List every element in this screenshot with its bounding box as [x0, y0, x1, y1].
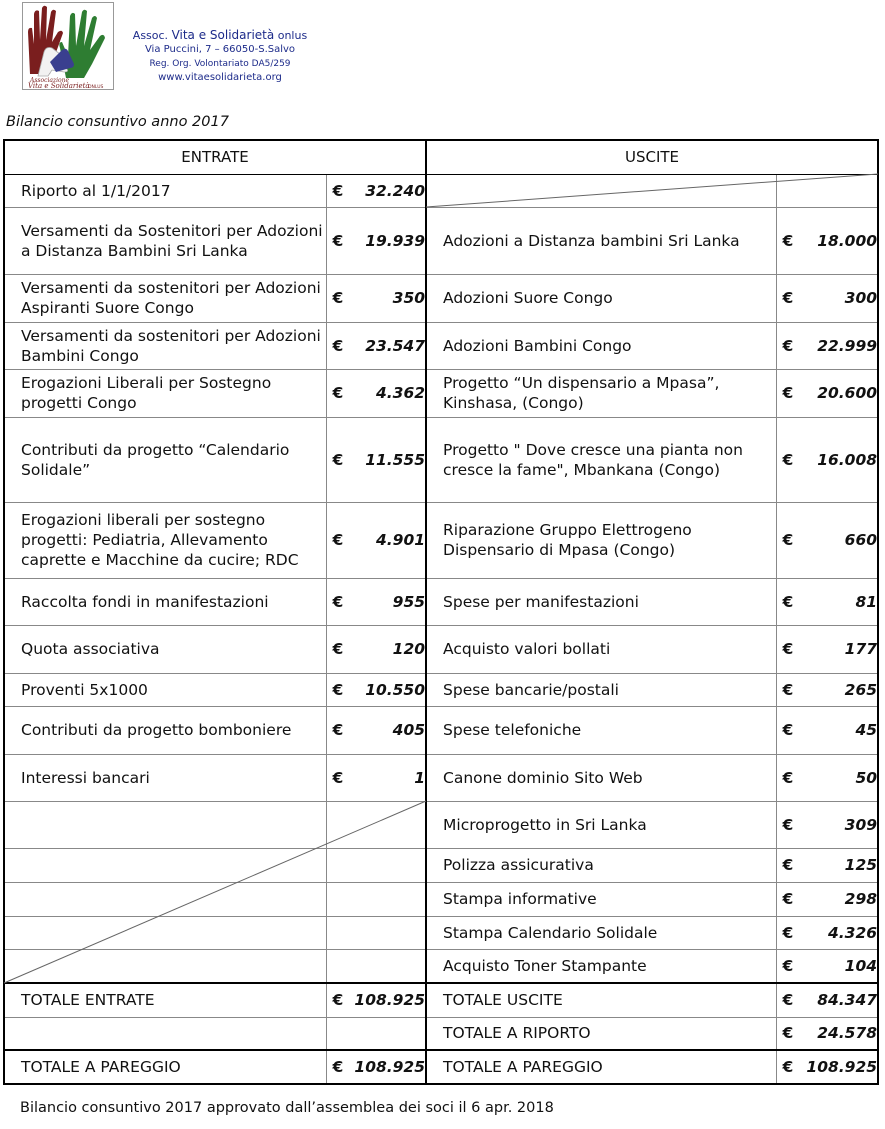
- total-income-amount: 108.925: [354, 1058, 426, 1076]
- expense-amount: 309: [844, 815, 878, 834]
- org-website: www.vitaesolidarieta.org: [158, 72, 282, 83]
- expense-label: Progetto “Un dispensario a Mpasa”, Kinshasa, (Congo): [426, 369, 776, 417]
- balance-row: [4, 274, 878, 322]
- expense-label: Stampa Calendario Solidale: [426, 916, 776, 949]
- expense-amount: 177: [844, 640, 878, 658]
- euro-sign: €: [782, 1024, 794, 1043]
- income-label: Proventi 5x1000: [4, 673, 326, 706]
- income-label: [4, 801, 326, 848]
- euro-sign: €: [782, 1058, 794, 1076]
- income-label: Erogazioni Liberali per Sostegno progetti Congo: [4, 369, 326, 417]
- income-label: [4, 848, 326, 882]
- expense-label: Acquisto Toner Stampante: [426, 949, 776, 983]
- euro-sign: €: [332, 289, 344, 307]
- logo-text-2: Vita e Solidarietà: [28, 82, 90, 90]
- income-amount: 1: [414, 768, 426, 787]
- org-header: [22, 2, 322, 92]
- euro-sign: €: [332, 181, 344, 200]
- expense-amount: 22.999: [817, 336, 878, 355]
- income-label: Contributi da progetto bomboniere: [4, 706, 326, 754]
- euro-sign: €: [332, 384, 344, 402]
- income-amount: 405: [392, 721, 426, 739]
- euro-sign: €: [782, 231, 794, 250]
- income-amount: 10.550: [365, 680, 426, 699]
- balance-row: [4, 801, 878, 848]
- euro-sign: €: [782, 289, 794, 307]
- balance-row: [4, 369, 878, 417]
- expense-label: Adozioni a Distanza bambini Sri Lanka: [426, 207, 776, 274]
- income-label: Erogazioni liberali per sostegno progetti: Pediatria, Allevamento caprette e Macchine da cucire; RDC: [4, 502, 326, 578]
- expense-amount: 660: [844, 531, 878, 549]
- logo-text-1: Associazione: [30, 77, 70, 84]
- income-label: Versamenti da sostenitori per Adozioni Aspiranti Suore Congo: [4, 274, 326, 322]
- total-income-label: [4, 1017, 326, 1050]
- euro-sign: €: [782, 991, 794, 1010]
- balance-row: [4, 949, 878, 983]
- expense-label: Spese telefoniche: [426, 706, 776, 754]
- euro-sign: €: [782, 680, 794, 699]
- income-amount: 955: [392, 592, 426, 611]
- euro-sign: €: [332, 768, 344, 787]
- income-label: [4, 882, 326, 916]
- org-prefix: Assoc.: [132, 29, 169, 42]
- euro-sign: €: [782, 923, 794, 942]
- balance-table: [3, 139, 879, 1085]
- balance-row: [4, 578, 878, 625]
- expense-amount: 50: [855, 768, 878, 787]
- income-label: Versamenti da sostenitori per Adozioni Bambini Congo: [4, 322, 326, 369]
- balance-row: [4, 673, 878, 706]
- balance-row: [4, 174, 878, 207]
- expense-label: Acquisto valori bollati: [426, 625, 776, 673]
- euro-sign: €: [782, 721, 794, 739]
- euro-sign: €: [782, 815, 794, 834]
- income-amount-empty: [326, 848, 426, 882]
- expense-amount-empty: [776, 174, 878, 207]
- income-label: Quota associativa: [4, 625, 326, 673]
- org-name: Vita e Solidarietà: [171, 28, 275, 42]
- income-header: ENTRATE: [4, 140, 426, 174]
- expense-amount: 81: [855, 592, 878, 611]
- balance-row: [4, 417, 878, 502]
- euro-sign: €: [782, 640, 794, 658]
- income-amount: 32.240: [365, 181, 426, 200]
- total-expense-label: TOTALE A PAREGGIO: [426, 1050, 776, 1084]
- euro-sign: €: [332, 640, 344, 658]
- expense-amount: 4.326: [828, 923, 878, 942]
- euro-sign: €: [332, 531, 344, 549]
- income-amount: 4.901: [375, 531, 426, 549]
- income-amount-empty: [326, 801, 426, 848]
- expense-label: Adozioni Suore Congo: [426, 274, 776, 322]
- logo-text-3: ONLUS: [88, 85, 104, 90]
- total-expense-label: TOTALE USCITE: [426, 983, 776, 1017]
- expense-amount: 125: [844, 856, 878, 874]
- income-amount-empty: [326, 882, 426, 916]
- total-expense-amount: 84.347: [817, 991, 878, 1010]
- euro-sign: €: [782, 592, 794, 611]
- balance-row: [4, 706, 878, 754]
- total-row: [4, 1017, 878, 1050]
- euro-sign: €: [332, 592, 344, 611]
- income-label: [4, 916, 326, 949]
- euro-sign: €: [782, 956, 794, 975]
- euro-sign: €: [332, 336, 344, 355]
- income-label: Raccolta fondi in manifestazioni: [4, 578, 326, 625]
- document-title: Bilancio consuntivo anno 2017: [6, 114, 229, 130]
- expense-amount: 18.000: [817, 231, 878, 250]
- income-amount-empty: [326, 949, 426, 983]
- expense-label: Canone dominio Sito Web: [426, 754, 776, 801]
- income-amount: 11.555: [365, 450, 426, 469]
- expense-amount: 16.008: [817, 450, 878, 469]
- expense-amount: 45: [855, 721, 878, 739]
- total-expense-label: TOTALE A RIPORTO: [426, 1017, 776, 1050]
- expense-label: Spese per manifestazioni: [426, 578, 776, 625]
- euro-sign: €: [782, 890, 794, 908]
- income-amount: 19.939: [365, 231, 426, 250]
- hands-logo: [22, 2, 114, 90]
- expense-label: Progetto " Dove cresce una pianta non cresce la fame", Mbankana (Congo): [426, 417, 776, 502]
- balance-row: [4, 322, 878, 369]
- expense-label: Polizza assicurativa: [426, 848, 776, 882]
- org-suffix: onlus: [277, 29, 308, 42]
- expense-amount: 300: [844, 289, 878, 307]
- total-income-label: TOTALE ENTRATE: [4, 983, 326, 1017]
- income-label: Riporto al 1/1/2017: [4, 174, 326, 207]
- euro-sign: €: [782, 336, 794, 355]
- euro-sign: €: [332, 1058, 344, 1076]
- header-row: [4, 140, 878, 174]
- total-row: [4, 1050, 878, 1084]
- income-amount: 23.547: [365, 336, 426, 355]
- org-info: [120, 28, 320, 85]
- total-income-amount: 108.925: [354, 991, 426, 1010]
- balance-row: [4, 754, 878, 801]
- income-amount: 4.362: [375, 384, 426, 402]
- euro-sign: €: [782, 450, 794, 469]
- expense-label: Stampa informative: [426, 882, 776, 916]
- org-address: Via Puccini, 7 – 66050-S.Salvo: [144, 44, 296, 55]
- euro-sign: €: [332, 991, 344, 1010]
- euro-sign: €: [332, 680, 344, 699]
- income-label: Interessi bancari: [4, 754, 326, 801]
- expense-amount: 20.600: [817, 384, 878, 402]
- income-amount-empty: [326, 916, 426, 949]
- balance-row: [4, 916, 878, 949]
- total-expense-amount: 108.925: [806, 1058, 878, 1076]
- total-income-empty: [326, 1017, 426, 1050]
- balance-row: [4, 882, 878, 916]
- org-registry: Reg. Org. Volontariato DA5/259: [149, 59, 291, 69]
- balance-row: [4, 207, 878, 274]
- euro-sign: €: [782, 531, 794, 549]
- euro-sign: €: [782, 768, 794, 787]
- euro-sign: €: [332, 450, 344, 469]
- expense-amount: 298: [844, 890, 878, 908]
- balance-row: [4, 502, 878, 578]
- expense-label: Adozioni Bambini Congo: [426, 322, 776, 369]
- euro-sign: €: [332, 231, 344, 250]
- income-label: Contributi da progetto “Calendario Solidale”: [4, 417, 326, 502]
- expense-label: Spese bancarie/postali: [426, 673, 776, 706]
- euro-sign: €: [782, 856, 794, 874]
- income-amount: 120: [392, 640, 426, 658]
- balance-row: [4, 625, 878, 673]
- expense-label: [426, 174, 776, 207]
- expense-amount: 104: [844, 956, 878, 975]
- expenses-header: USCITE: [426, 140, 878, 174]
- expense-label: Microprogetto in Sri Lanka: [426, 801, 776, 848]
- euro-sign: €: [782, 384, 794, 402]
- total-income-label: TOTALE A PAREGGIO: [4, 1050, 326, 1084]
- expense-label: Riparazione Gruppo Elettrogeno Dispensario di Mpasa (Congo): [426, 502, 776, 578]
- income-label: [4, 949, 326, 983]
- income-label: Versamenti da Sostenitori per Adozioni a Distanza Bambini Sri Lanka: [4, 207, 326, 274]
- total-row: [4, 983, 878, 1017]
- income-amount: 350: [392, 289, 426, 307]
- footer-note: Bilancio consuntivo 2017 approvato dall’assemblea dei soci il 6 apr. 2018: [20, 1100, 554, 1116]
- expense-amount: 265: [844, 680, 878, 699]
- euro-sign: €: [332, 721, 344, 739]
- total-expense-amount: 24.578: [817, 1024, 878, 1043]
- balance-row: [4, 848, 878, 882]
